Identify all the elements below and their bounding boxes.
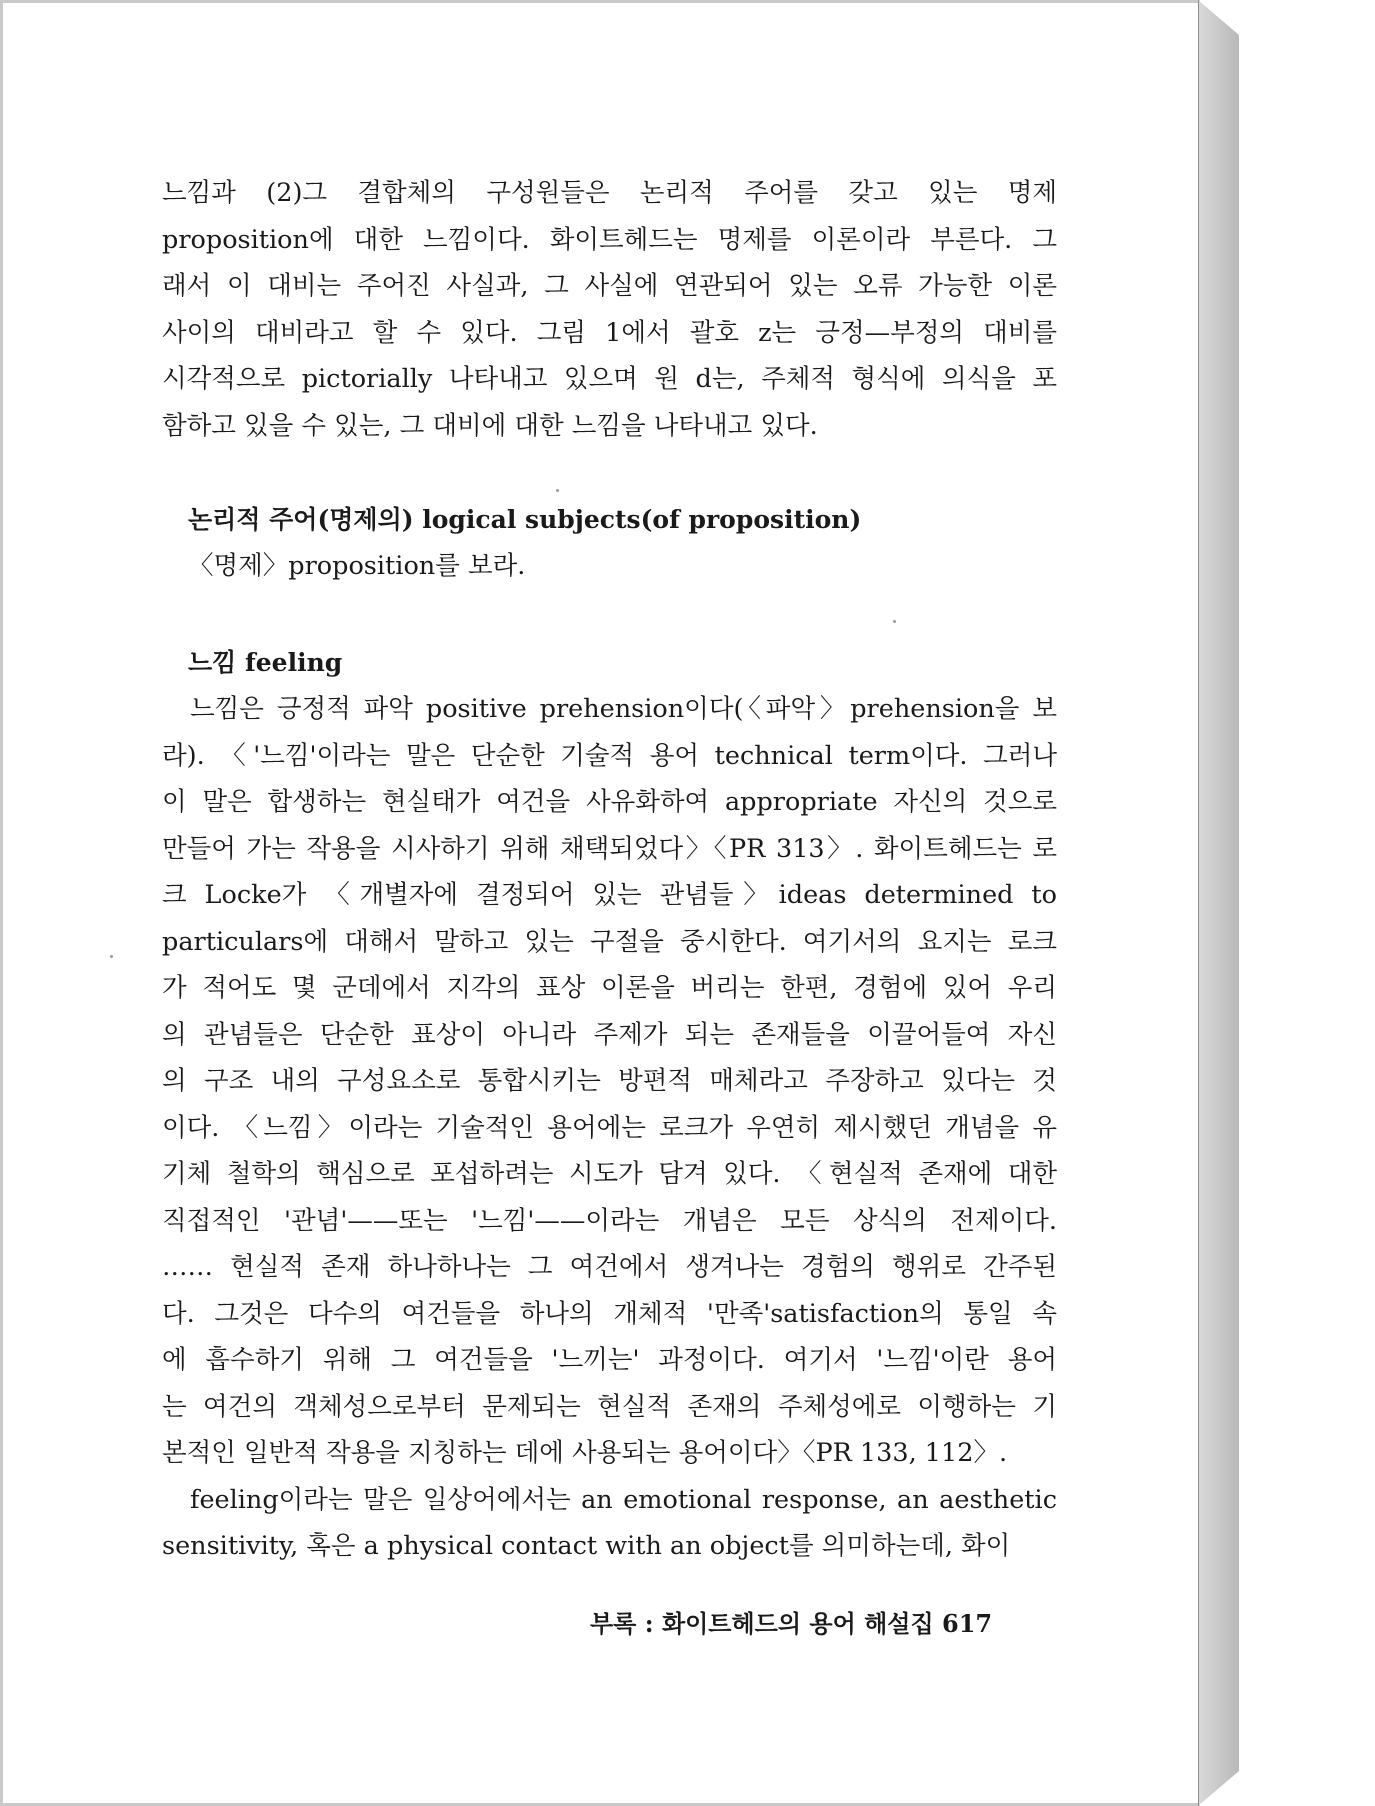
text-line: 느낌과 (2)그 결합체의 구성원들은 논리적 주어를 갖고 있는 명제 <box>162 178 1057 208</box>
text-line: 만들어 가는 작용을 시사하기 위해 채택되었다〉〈PR 313〉. 화이트헤드는 로 <box>162 833 1057 864</box>
text-line: …… 현실적 존재 하나하나는 그 여건에서 생겨나는 경험의 행위로 간주된 <box>162 1252 1057 1282</box>
entry-logical-subjects <box>162 497 1057 589</box>
entry-heading: 느낌 feeling <box>188 648 343 677</box>
entry-heading: 논리적 주어(명제의) logical subjects(of proposition) <box>188 505 862 534</box>
text-line: particulars에 대해서 말하고 있는 구절을 중시한다. 여기서의 요지는 로크 <box>162 926 1057 957</box>
text-line: 다. 그것은 다수의 여건들을 하나의 개체적 '만족'satisfaction의 통일 속 <box>162 1298 1057 1329</box>
text-line: 본적인 일반적 작용을 지칭하는 데에 사용되는 용어이다〉〈PR 133, 112〉. <box>162 1438 1008 1468</box>
page-footer: 부록 : 화이트헤드의 용어 해설집 617 <box>590 1609 993 1638</box>
text-line: 함하고 있을 수 있는, 그 대비에 대한 느낌을 나타내고 있다. <box>162 410 818 441</box>
text-line: 느낌은 긍정적 파악 positive prehension이다(〈파악〉prehension을 보 <box>190 694 1057 724</box>
text-line: sensitivity, 혹은 a physical contact with an object를 의미하는데, 화이 <box>162 1531 1011 1561</box>
scan-speck <box>893 620 896 623</box>
text-line: 기체 철학의 핵심으로 포섭하려는 시도가 담겨 있다. 〈현실적 존재에 대한 <box>162 1159 1057 1189</box>
entry-feeling <box>162 640 1057 1570</box>
text-line: 이 말은 합생하는 현실태가 여건을 사유화하여 appropriate 자신의 것으로 <box>162 787 1057 817</box>
text-line: 는 여건의 객체성으로부터 문제되는 현실적 존재의 주체성에로 이행하는 기 <box>162 1391 1057 1422</box>
text-line: proposition에 대한 느낌이다. 화이트헤드는 명제를 이론이라 부른다. 그 <box>162 224 1057 255</box>
text-line: 이다. 〈느낌〉이라는 기술적인 용어에는 로크가 우연히 제시했던 개념을 유 <box>162 1112 1057 1143</box>
text-line: feeling이라는 말은 일상어에서는 an emotional response, an aesthetic <box>190 1484 1057 1515</box>
text-line: 라). 〈'느낌'이라는 말은 단순한 기술적 용어 technical term이다. 그러나 <box>162 740 1057 771</box>
text-line: 의 관념들은 단순한 표상이 아니라 주제가 되는 존재들을 이끌어들여 자신 <box>162 1019 1057 1050</box>
text-line: 에 흡수하기 위해 그 여건들을 '느끼는' 과정이다. 여기서 '느낌'이란 용어 <box>162 1345 1057 1375</box>
text-line: 래서 이 대비는 주어진 사실과, 그 사실에 연관되어 있는 오류 가능한 이론 <box>162 271 1057 301</box>
entry-text: 〈명제〉proposition를 보라. <box>188 551 526 581</box>
paragraph-intro <box>162 170 1057 449</box>
text-line: 직접적인 '관념'——또는 '느낌'——이라는 개념은 모든 상식의 전제이다. <box>162 1205 1057 1236</box>
text-line: 사이의 대비라고 할 수 있다. 그림 1에서 괄호 z는 긍정—부정의 대비를 <box>162 317 1057 348</box>
text-line: 의 구조 내의 구성요소로 통합시키는 방편적 매체라고 주장하고 있다는 것 <box>162 1066 1057 1096</box>
text-line: 시각적으로 pictorially 나타내고 있으며 원 d는, 주체적 형식에 의식을 포 <box>162 364 1057 394</box>
page-edge <box>1198 0 1239 1806</box>
scan-speck <box>556 489 559 492</box>
scan-speck <box>110 955 113 958</box>
text-line: 크 Locke가 〈개별자에 결정되어 있는 관념들〉ideas determined to <box>162 880 1057 910</box>
text-line: 가 적어도 몇 군데에서 지각의 표상 이론을 버리는 한편, 경험에 있어 우리 <box>162 973 1057 1003</box>
